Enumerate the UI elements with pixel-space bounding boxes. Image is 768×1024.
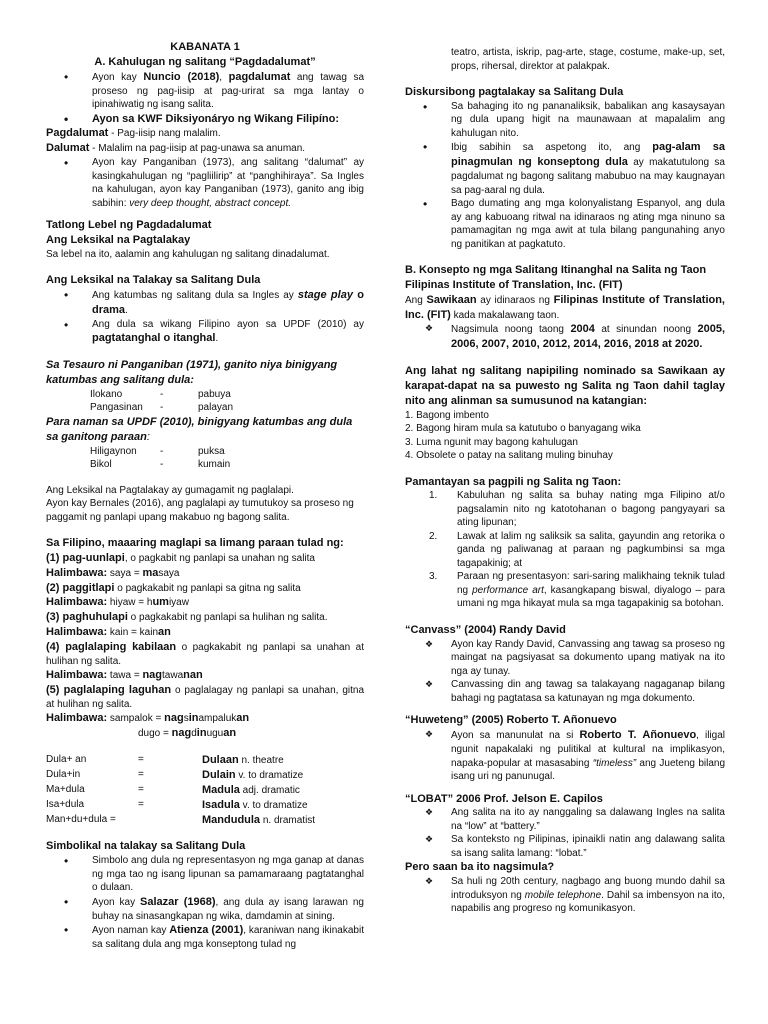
cell: Isadula v. to dramatize (202, 798, 308, 811)
continuation: teatro, artista, iskrip, pag-arte, stage, costume, make-up, set, props, rihersal, direktor at palakpak. (451, 47, 725, 72)
left-column (46, 40, 364, 951)
list-item: • Ang dula sa wikang Filipino ayon sa UPDF (2010) ay pagtatanghal o itanghal. (46, 318, 364, 346)
section-heading: Pero saan ba ito nagsimula? (405, 861, 555, 874)
section-heading: Ang Leksikal na Talakay sa Salitang Dula (46, 274, 261, 287)
years-list (405, 322, 725, 352)
list-item: • Ayon kay Salazar (1968), ang dula ay isang larawan ng buhay na sinasangkapan ng wika, damdamin at sining. (46, 895, 364, 923)
section-heading: Ang lahat ng salitang napipiling nominado sa Sawikaan ay karapat-dapat na sa puwesto ng Salita ng Taon dahil taglay nito ang alinman sa sumusunod na katangian: (405, 365, 725, 407)
tesauro-table (46, 388, 364, 415)
katangian-1: 1. Bagong imbento (405, 409, 489, 421)
cell: Ma+dula (46, 783, 85, 795)
cell: = (138, 754, 144, 766)
section-heading: Diskursibong pagtalakay sa Salitang Dula (405, 86, 624, 98)
section-heading: “LOBAT” 2006 Prof. Jelson E. Capilos (405, 792, 603, 805)
list-item: ❖ Canvassing din ang tawag sa talakayang nagaganap bilang bahagi ng pagtatasa sa katunayan ng mga dokumento. (405, 678, 725, 705)
list-item: ❖ Ang salita na ito ay nanggaling sa dalawang Ingles na salita na “low” at “battery.” (405, 806, 725, 833)
section-heading: “Canvass” (2004) Randy David (405, 623, 566, 636)
list-item: ❖ Ayon kay Randy David, Canvassing ang tawag sa proseso ng maingat na pagsiyasat sa dokumento upang matiyak na ito nga ay tunay. (405, 638, 725, 679)
list-item: • Ibig sabihin sa aspetong ito, ang pag-alam sa pinagmulan ng konseptong dula ay makatutulong sa pagdalumat ng bagong salitang mabubuo na may kaugnayan sa pag-aaral ng dula. (405, 140, 725, 197)
paraan-4: (4) paglalaping kabilaan o pagkakabit ng panlapi sa unahan at hulihan ng salita. (46, 640, 364, 667)
list-item: ❖ Nagsimula noong taong 2004 at sinundan noong 2005, 2006, 2007, 2010, 2012, 2014, 2016, 2018 at 2020. (405, 322, 725, 352)
cell: palayan (198, 402, 234, 414)
simbolikal-list (46, 854, 364, 951)
paraan-5: (5) paglalaping laguhan o paglalagay ng panlapi sa unahan, gitna at hulihan ng salita. (46, 684, 365, 710)
right-column (405, 46, 725, 916)
dula-list (46, 288, 364, 346)
list-item: • Ayon kay Panganiban (1973), ang salitang “dalumat” ay kasingkahulugan ng “pagliilirip” at “panghihiraya”. Sa Ingles na kahulugan, ayon kay Panganiban (1973), ganito ang ibig sabihin: very deep thought, abstract concept. (46, 156, 364, 210)
example-2: Halimbawa: hiyaw = humiyaw (46, 596, 189, 609)
cell: - (160, 402, 164, 414)
cell (138, 813, 202, 828)
list-item: • Ayon kay Nuncio (2018), pagdalumat ang tawag sa proseso ng pag-iisip at pag-urirat sa mga lantay o ipinahiwatig ng isang salita. (46, 70, 364, 112)
list-item: 1. Kabuluhan ng salita sa buhay nating mga Filipino at/o pagsalamin nito ng katotohanan o bagong pangyayari sa ating lipunan; (429, 490, 725, 529)
section-heading: Tatlong Lebel ng Pagdadalumat (46, 219, 212, 232)
derivation-table (46, 753, 364, 827)
cell: pabuya (198, 388, 231, 400)
huweteng-list (405, 728, 725, 783)
updf-heading: Para naman sa UPDF (2010), binigyang katumbas ang dula sa ganitong paraan: (46, 415, 353, 443)
cell: kumain (198, 459, 231, 470)
cell: = (138, 798, 144, 810)
paraan-2: (2) paggitlapi o pagkakabit ng panlapi sa gitna ng salita (46, 581, 301, 594)
katangian-2: 2. Bagong hiram mula sa katutubo o banyagang wika (405, 423, 641, 435)
section-heading: Ang Leksikal na Pagtalakay (46, 233, 191, 246)
section-heading: Pamantayan sa pagpili ng Salita ng Taon: (405, 475, 622, 488)
section-heading: Sa Filipino, maaaring maglapi sa limang paraan tulad ng: (46, 537, 344, 549)
example-6: dugo = nagdinuguan (138, 727, 237, 740)
section-heading: Simbolikal na talakay sa Salitang Dula (46, 840, 246, 853)
definition: Dalumat - Malalim na pag-iisip at pag-unawa sa anuman. (46, 142, 306, 155)
cell: Isa+dula (46, 798, 85, 810)
pamantayan-list (405, 489, 725, 611)
paragraph: Ayon kay Bernales (2016), ang paglalapi ay tumutukoy sa proseso ng paggamit ng panlapi upang makabuo ng bagong salita. (46, 498, 354, 523)
cell: Pangasinan (90, 402, 143, 414)
cell: = (138, 783, 144, 795)
chapter-title: KABANATA 1 (170, 41, 240, 53)
fit-heading: Filipinas Institute of Translation, Inc. (FIT) (405, 278, 623, 291)
paragraph: Sa lebel na ito, aalamin ang kahulugan ng salitang dinadalumat. (46, 248, 330, 260)
list-item: • Ayon naman kay Atienza (2001), karaniwan nang ikinakabit sa salitang dula ang mga konseptong tulad ng (46, 923, 364, 951)
tesauro-heading: Sa Tesauro ni Panganiban (1971), ganito niya binigyang katumbas ang salitang dula: (46, 359, 338, 386)
list-item: • Bago dumating ang mga kolonyalistang Espanyol, ang dula ay ang kabuoang ritwal na idinaraos ng ating mga ninuno sa pamamagitan ng mga awit at tula bilang pangunahing anyo ng panitikan at pagkatuto. (405, 197, 725, 251)
cell: Dula+ an (46, 754, 87, 766)
cell: Ilokano (90, 388, 123, 400)
cell: puksa (198, 445, 225, 457)
list-item: • Ayon sa KWF Diksiyonáryo ng Wikang Filipíno: (46, 112, 364, 127)
cell: Man+du+dula = (46, 813, 116, 825)
cell: Dula+in (46, 768, 81, 780)
cell: Mandudula n. dramatist (202, 813, 316, 826)
katangian-3: 3. Luma ngunit may bagong kahulugan (405, 436, 578, 448)
lobat-list (405, 806, 725, 860)
definition: Pagdalumat - Pag-iisip nang malalim. (46, 127, 221, 140)
pero-list (405, 875, 725, 916)
paraan-3: (3) paghuhulapi o pagkakabit ng panlapi sa hulihan ng salita. (46, 611, 328, 624)
section-b-title: B. Konsepto ng mga Salitang Itinanghal na Salita ng Taon (405, 264, 707, 277)
paragraph: Ang Leksikal na Pagtalakay ay gumagamit ng paglalapi. (46, 484, 294, 496)
example-1: Halimbawa: saya = masaya (46, 566, 180, 579)
example-5: Halimbawa: sampalok = nagsinampalukan (46, 712, 250, 725)
list-item: 3. Paraan ng presentasyon: sari-saring malikhaing teknik tulad ng performance art, kasangkapang biswal, diyalogo – para umani ng mga hikayat mula sa mga tagapakinig sa botohan. (429, 571, 726, 610)
list-item: ❖ Sa huli ng 20th century, nagbago ang buong mundo dahil sa introduksyon ng mobile telephone. Dahil sa imbensyon na ito, napabilis ang progreso ng komunikasyon. (405, 875, 725, 916)
cell: - (160, 445, 164, 457)
updf-table (46, 445, 364, 472)
paragraph: Ang Sawikaan ay idinaraos ng Filipinas Institute of Translation, Inc. (FIT) kada makalawang taon. (405, 293, 725, 321)
example-3: Halimbawa: kain = kainan (46, 626, 171, 639)
list-item: ❖ Sa konteksto ng Pilipinas, ipinaikli natin ang dalawang salita sa isang salita lamang: “lobat.” (405, 833, 725, 860)
paraan-1: (1) pag-uunlapi, o pagkabit ng panlapi sa unahan ng salita (46, 551, 315, 564)
list-item: • Simbolo ang dula ng representasyon ng mga ganap at danas ng mga tao ng isang lipunan sa pamamaraang pagtatanghal o dulaan. (46, 854, 364, 895)
cell: Madula adj. dramatic (202, 783, 300, 796)
example-4: Halimbawa: tawa = nagtawanan (46, 669, 203, 682)
diskursibo-list (405, 100, 725, 251)
section-heading: “Huweteng” (2005) Roberto T. Añonuevo (405, 714, 617, 727)
katangian-4: 4. Obsolete o patay na salitang muling binuhay (405, 450, 613, 462)
nuncio-list (46, 70, 364, 127)
cell: Dulain v. to dramatize (202, 768, 304, 781)
cell: Hiligaynon (90, 445, 137, 457)
cell: - (160, 388, 164, 400)
panganiban-list (46, 156, 364, 210)
cell: Bikol (90, 459, 112, 470)
list-item: • Ang katumbas ng salitang dula sa Ingles ay stage play o drama. (46, 288, 364, 318)
cell: Dulaan n. theatre (202, 754, 284, 767)
section-a-title: A. Kahulugan ng salitang “Pagdadalumat” (94, 55, 316, 68)
canvass-list (405, 638, 725, 706)
list-item: 2. Lawak at lalim ng saliksik sa salita, gayundin ang retorika o ganda ng paliwanag at paraan ng pagkumbinsi sa mga tagapakinig; at (429, 530, 725, 569)
cell: - (160, 459, 164, 470)
cell: = (138, 768, 144, 780)
list-item: ❖ Ayon sa manunulat na si Roberto T. Añonuevo, iligal ngunit napakalaki ng pulitikal at kultural na implikasyon, napaka-popular at masasabing “timeless” ang Jueteng bilang isang uri ng panunugal. (405, 728, 725, 783)
list-item: • Sa bahaging ito ng pananaliksik, babalikan ang kasaysayan ng dula upang higit na maunawaan at mapalalim ang kahulugan nito. (405, 100, 725, 141)
